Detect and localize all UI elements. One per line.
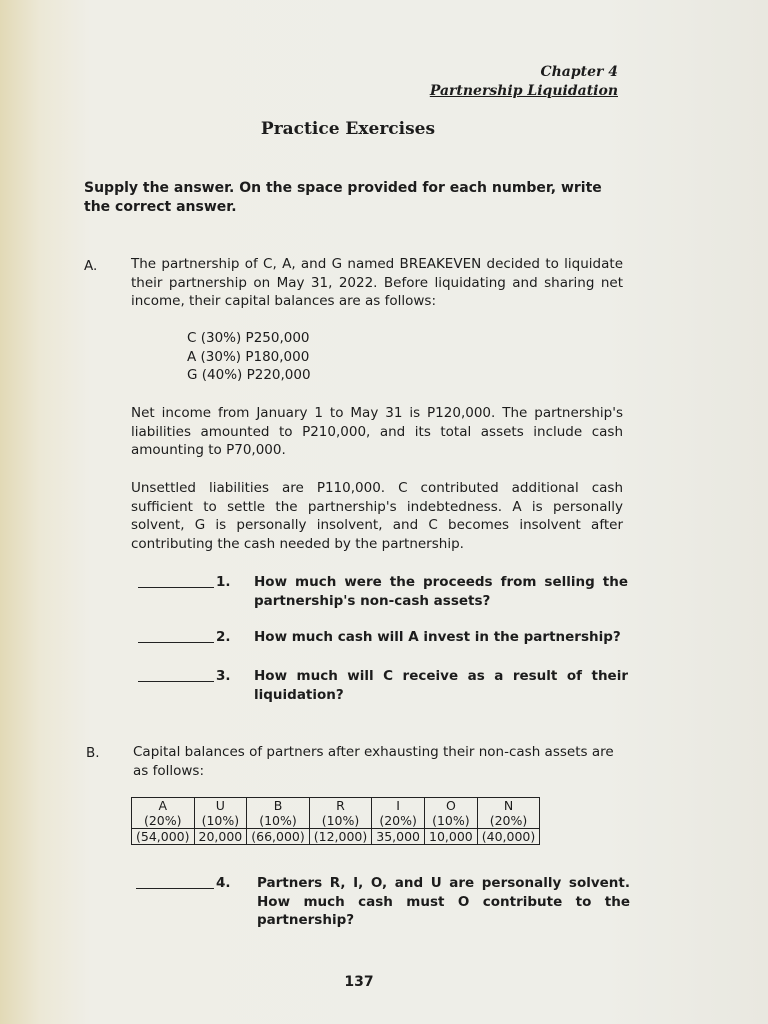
question-item (138, 628, 628, 648)
partner-ratio: (20%) (477, 813, 540, 829)
partner-balance: (12,000) (309, 829, 372, 845)
partner-balance: 35,000 (372, 829, 425, 845)
capital-balances-table (131, 797, 540, 845)
chapter-subtitle: Partnership Liquidation (429, 83, 618, 99)
question-text: Partners R, I, O, and U are personally solvent. How much cash must O contribute to the partnership? (257, 875, 630, 928)
partner-ratio: (10%) (425, 813, 478, 829)
capital-line: C (30%) P250,000 (187, 330, 310, 346)
balance-row (132, 829, 540, 845)
page-number: 137 (344, 974, 374, 990)
partner-balance: 20,000 (194, 829, 247, 845)
section-a-paragraph-3: Unsettled liabilities are P110,000. C contributed additional cash sufficient to settle the partnership's indebtedness. A is personally solvent, G is personally insolvent, and C becomes insolvent after contributing the cash needed by the partnership. (131, 480, 623, 552)
section-b-letter: B. (86, 745, 100, 761)
section-a-intro: The partnership of C, A, and G named BREAKEVEN decided to liquidate their partnership on May 31, 2022. Before liquidating and sharing net income, their capital balances are as follows: (131, 256, 623, 309)
section-b-intro: Capital balances of partners after exhausting their non-cash assets are as follows: (133, 744, 614, 779)
partner-name: B (247, 798, 310, 814)
question-number: 2. (216, 629, 231, 645)
partner-name: O (425, 798, 478, 814)
partner-ratio: (20%) (372, 813, 425, 829)
partner-name: I (372, 798, 425, 814)
answer-blank[interactable] (138, 667, 214, 682)
question-text: How much were the proceeds from selling the partnership's non-cash assets? (254, 574, 628, 609)
question-item (136, 874, 630, 934)
partner-name: N (477, 798, 540, 814)
partner-row (132, 798, 540, 814)
partner-ratio: (10%) (247, 813, 310, 829)
question-number: 4. (216, 875, 231, 891)
chapter-label: Chapter 4 (540, 64, 618, 80)
ratio-row (132, 813, 540, 829)
partner-name: A (132, 798, 195, 814)
question-number: 3. (216, 668, 231, 684)
partner-name: R (309, 798, 372, 814)
partner-ratio: (10%) (194, 813, 247, 829)
page-title: Practice Exercises (260, 119, 436, 139)
partner-name: U (194, 798, 247, 814)
question-text: How much will C receive as a result of their liquidation? (254, 668, 628, 703)
partner-ratio: (10%) (309, 813, 372, 829)
instructions: Supply the answer. On the space provided for each number, write the correct answer. (84, 180, 602, 215)
partner-balance: (66,000) (247, 829, 310, 845)
section-a-paragraph-2: Net income from January 1 to May 31 is P120,000. The partnership's liabilities amounted to P210,000, and its total assets include cash amounting to P70,000. (131, 405, 623, 458)
answer-blank[interactable] (138, 628, 214, 643)
section-a-letter: A. (84, 258, 98, 274)
question-text: How much cash will A invest in the partnership? (254, 629, 621, 645)
answer-blank[interactable] (138, 573, 214, 588)
partner-ratio: (20%) (132, 813, 195, 829)
capital-line: A (30%) P180,000 (187, 348, 310, 365)
question-item (138, 573, 628, 613)
partner-balance: (40,000) (477, 829, 540, 845)
partner-balance: 10,000 (425, 829, 478, 845)
answer-blank[interactable] (136, 874, 214, 889)
capital-balances-list (187, 329, 311, 385)
question-number: 1. (216, 574, 231, 590)
question-item (138, 667, 628, 707)
partner-balance: (54,000) (132, 829, 195, 845)
capital-line: G (40%) P220,000 (187, 367, 311, 383)
